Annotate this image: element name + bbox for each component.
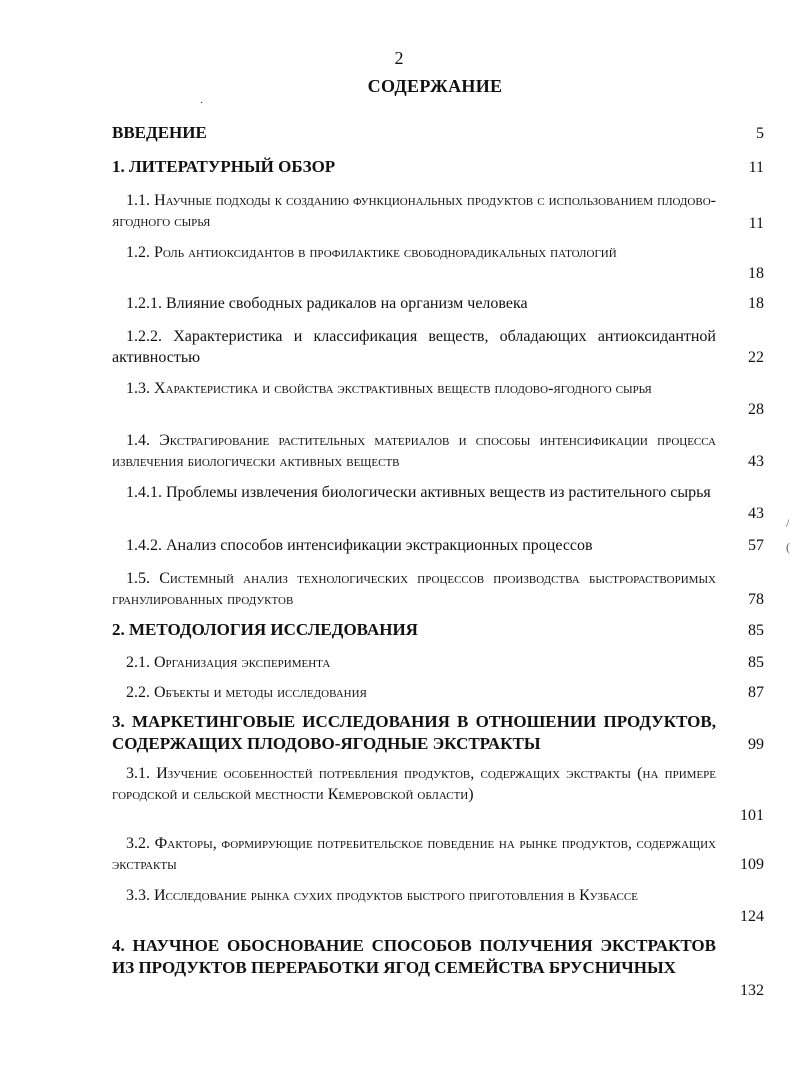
toc-entry-text: 1.1. Научные подходы к созданию функциональных продуктов с использованием плодово-ягодного сырья — [112, 192, 716, 230]
toc-entry-1-2-1[interactable] — [112, 293, 764, 314]
toc-entry-3-2[interactable] — [112, 833, 764, 875]
toc-entry-introduction[interactable] — [112, 122, 764, 144]
toc-entry-text: 3. МАРКЕТИНГОВЫЕ ИССЛЕДОВАНИЯ В ОТНОШЕНИИ ПРОДУКТОВ, СОДЕРЖАЩИХ ПЛОДОВО-ЯГОДНЫЕ ЭКСТРАКТЫ — [112, 712, 716, 753]
toc-entry-3-3[interactable] — [112, 885, 764, 927]
toc-entry-page: 11 — [748, 215, 764, 232]
toc-entry-page: 11 — [748, 159, 764, 176]
toc-entry-page: 101 — [740, 807, 764, 824]
toc-entry-page: 132 — [740, 982, 764, 999]
toc-entry-text: 2.1. Организация эксперимента — [126, 654, 331, 671]
page-number: 2 — [394, 48, 404, 68]
toc-entry-page: 78 — [748, 591, 764, 608]
toc-entry-chapter-1[interactable] — [112, 156, 764, 178]
toc-entry-page: 124 — [740, 908, 764, 925]
margin-mark: / — [786, 516, 790, 530]
toc-entry-1-4-2[interactable] — [112, 535, 764, 556]
toc-entry-1-2[interactable] — [112, 242, 764, 284]
toc-entry-2-1[interactable] — [112, 652, 764, 673]
toc-entry-page: 85 — [748, 622, 764, 639]
toc-entry-3-1[interactable] — [112, 763, 764, 826]
stray-mark: · — [200, 98, 204, 109]
toc-entry-text: 1.4. Экстрагирование растительных материалов и способы интенсификации процесса извлечения биологически активных веществ — [112, 432, 716, 470]
toc-entry-page: 99 — [748, 736, 764, 753]
toc-entry-1-5[interactable] — [112, 568, 764, 610]
toc-entry-text: 1.3. Характеристика и свойства экстрактивных веществ плодово-ягодного сырья — [126, 380, 652, 397]
toc-entry-1-4[interactable] — [112, 430, 764, 472]
toc-entry-text: 2.2. Объекты и методы исследования — [126, 684, 367, 701]
toc-entry-text: 1.4.1. Проблемы извлечения биологически активных веществ из растительного сырья — [126, 484, 711, 501]
toc-entry-text: 1.2. Роль антиоксидантов в профилактике свободнорадикальных патологий — [126, 244, 617, 261]
toc-entry-page: 43 — [748, 505, 764, 522]
toc-entry-page: 28 — [748, 401, 764, 418]
toc-entry-page: 85 — [748, 654, 764, 671]
toc-entry-text: 3.3. Исследование рынка сухих продуктов быстрого приготовления в Кузбассе — [126, 887, 638, 904]
toc-entry-page: 18 — [748, 265, 764, 282]
toc-entry-text: 3.1. Изучение особенностей потребления продуктов, содержащих экстракты (на примере городской и сельской местности Кемеровской области) — [112, 765, 716, 803]
toc-entry-1-1[interactable] — [112, 190, 764, 234]
toc-entry-text: ВВЕДЕНИЕ — [112, 123, 207, 142]
toc-entry-text: 3.2. Факторы, формирующие потребительское поведение на рынке продуктов, содержащих экстракты — [112, 835, 716, 873]
toc-entry-page: 18 — [748, 295, 764, 312]
toc-entry-text: 1.2.1. Влияние свободных радикалов на организм человека — [126, 295, 528, 312]
toc-entry-1-4-1[interactable] — [112, 482, 764, 524]
toc-entry-text: 1.5. Системный анализ технологических процессов производства быстрорастворимых гранулированных продуктов — [112, 570, 716, 608]
toc-entry-text: 1.2.2. Характеристика и классификация веществ, обладающих антиоксидантной активностью — [112, 328, 716, 366]
toc-entry-chapter-3[interactable] — [112, 711, 764, 755]
toc-entry-page: 5 — [756, 125, 764, 142]
margin-mark: ( — [786, 540, 790, 554]
toc-entry-1-2-2[interactable] — [112, 326, 764, 368]
toc-entry-2-2[interactable] — [112, 682, 764, 703]
toc-entry-page: 57 — [748, 537, 764, 554]
toc-entry-text: 2. МЕТОДОЛОГИЯ ИССЛЕДОВАНИЯ — [112, 620, 418, 639]
toc-entry-text: 1. ЛИТЕРАТУРНЫЙ ОБЗОР — [112, 157, 336, 176]
document-title: СОДЕРЖАНИЕ — [367, 76, 503, 96]
toc-entry-page: 43 — [748, 453, 764, 470]
toc-entry-page: 109 — [740, 856, 764, 873]
toc-entry-text: 1.4.2. Анализ способов интенсификации экстракционных процессов — [126, 537, 593, 554]
toc-entry-1-3[interactable] — [112, 378, 764, 420]
toc-entry-text: 4. НАУЧНОЕ ОБОСНОВАНИЕ СПОСОБОВ ПОЛУЧЕНИЯ ЭКСТРАКТОВ ИЗ ПРОДУКТОВ ПЕРЕРАБОТКИ ЯГОД СЕМЕЙСТВА БРУСНИЧНЫХ — [112, 936, 716, 977]
toc-entry-chapter-4[interactable] — [112, 935, 764, 1001]
toc-entry-chapter-2[interactable] — [112, 619, 764, 641]
toc-entry-page: 22 — [748, 349, 764, 366]
toc-entry-page: 87 — [748, 684, 764, 701]
